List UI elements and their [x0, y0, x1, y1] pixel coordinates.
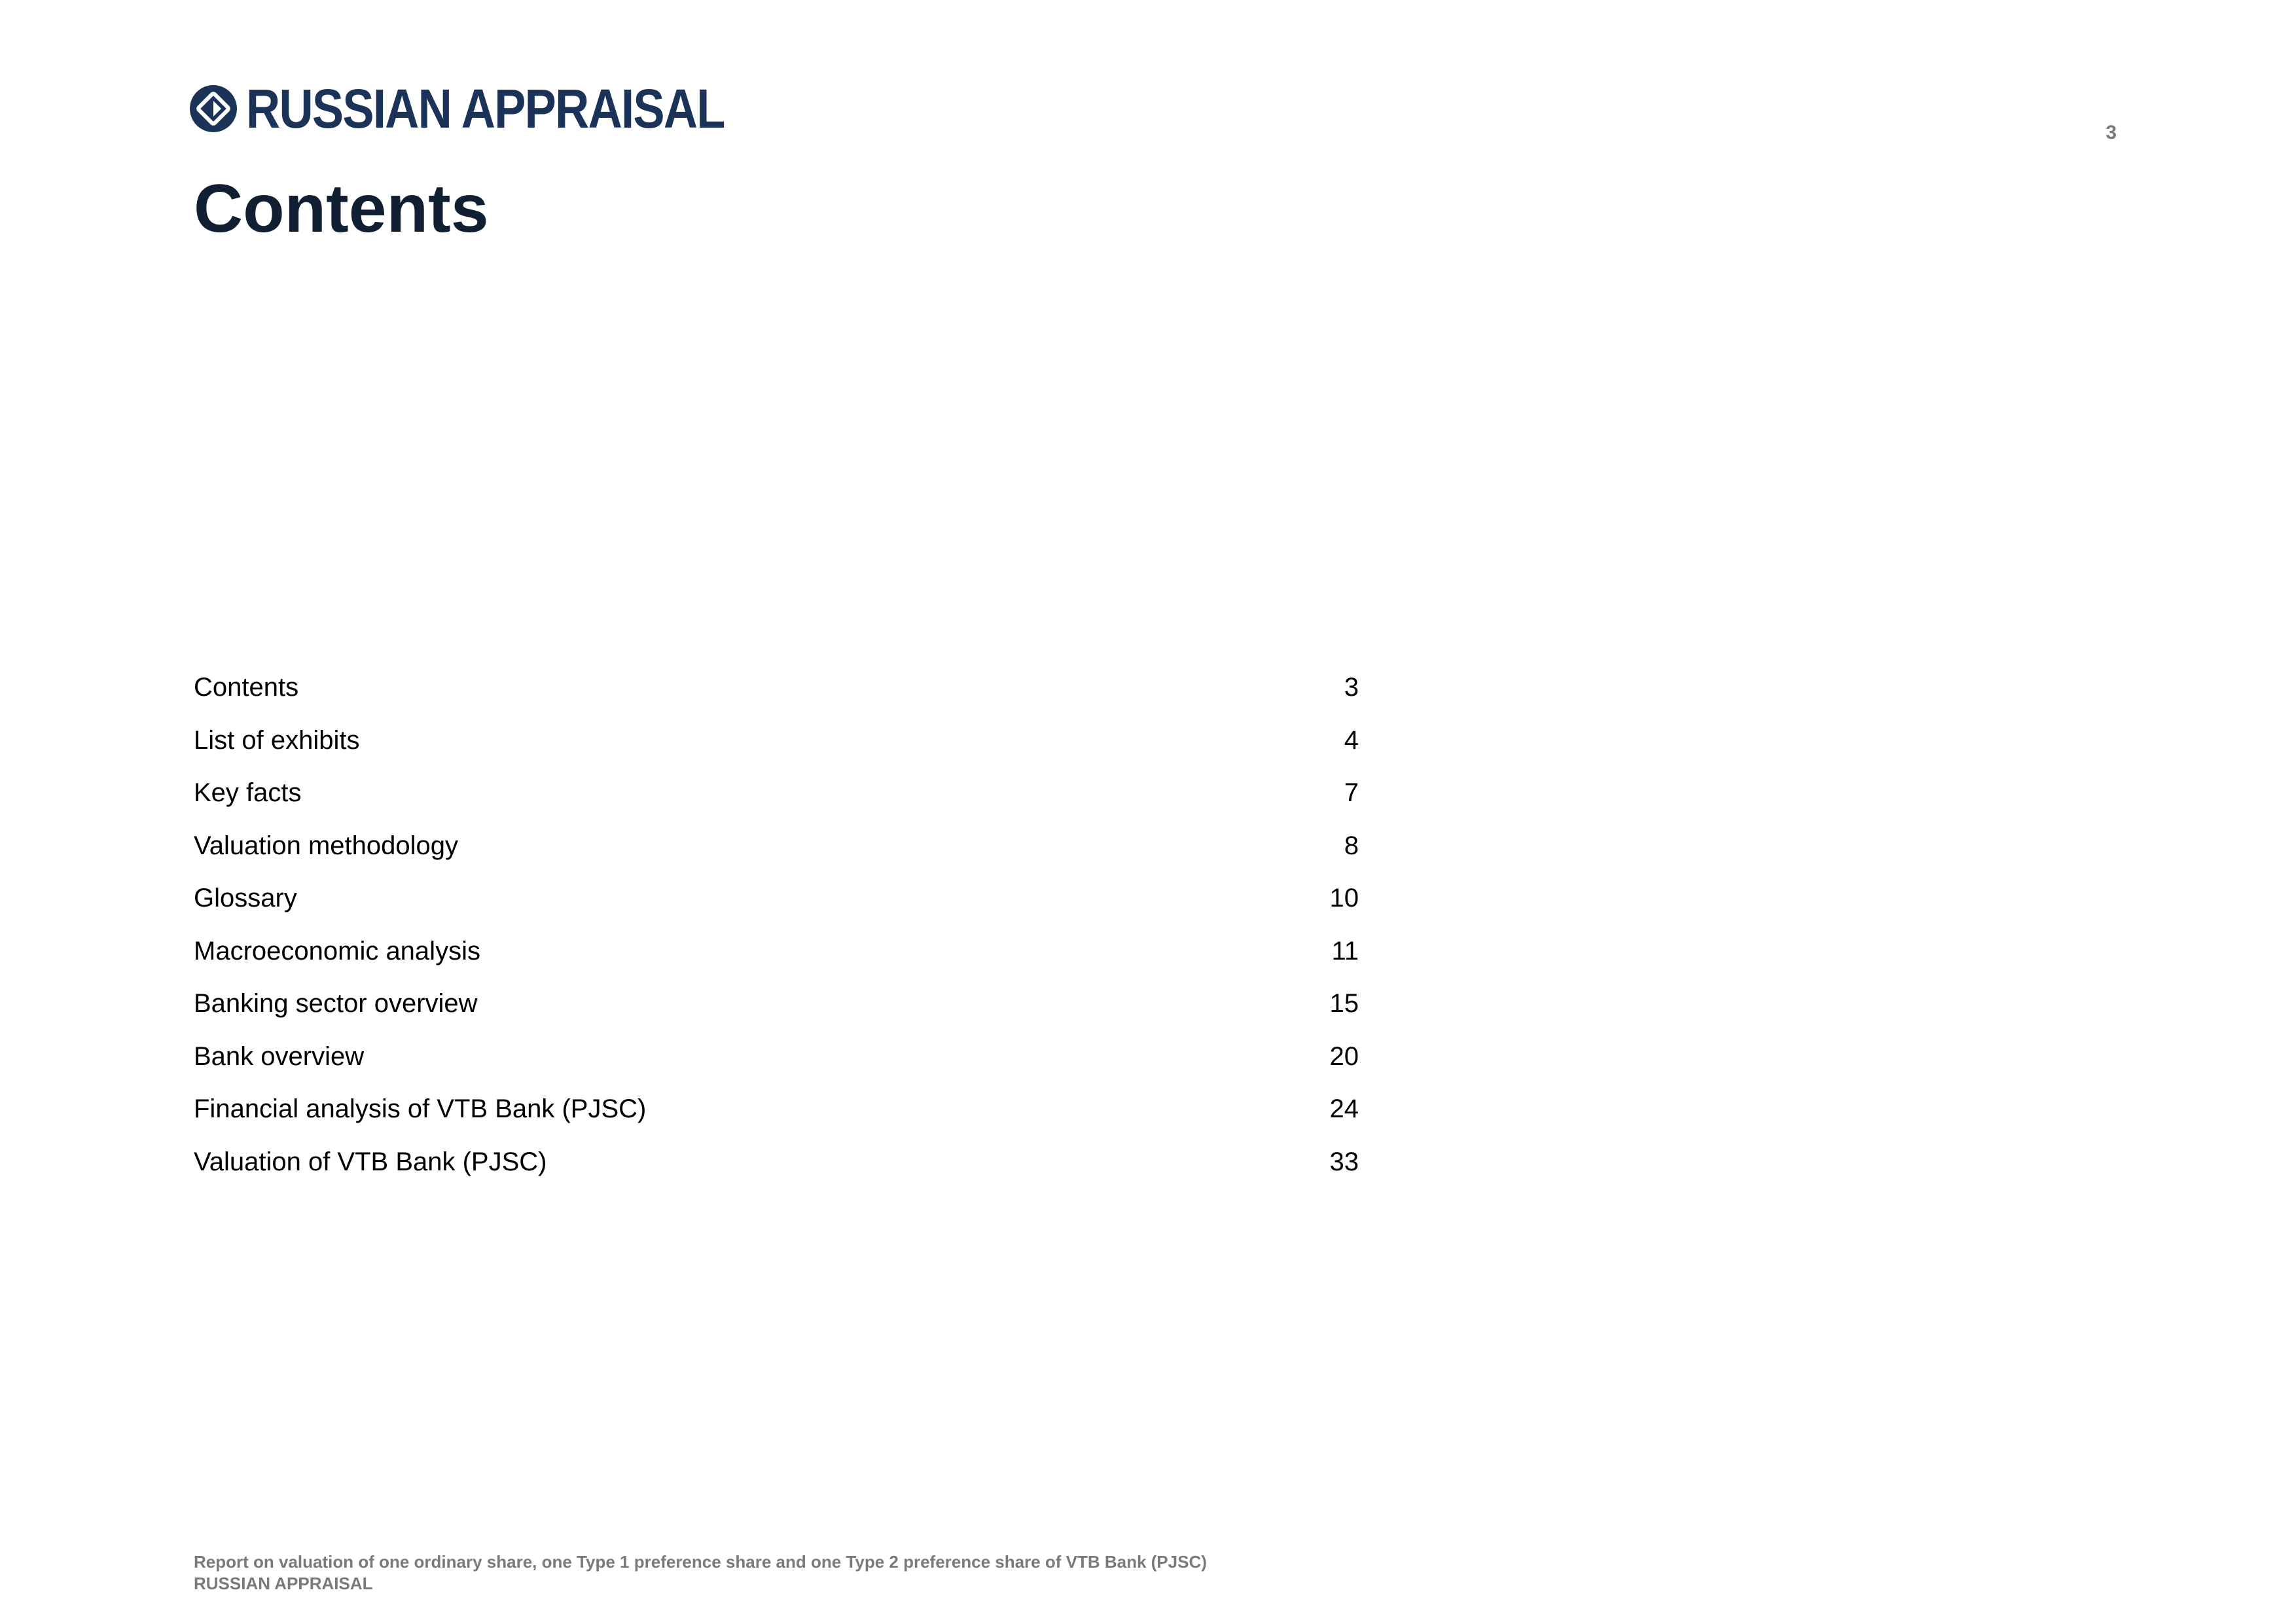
page-title: Contents [194, 171, 489, 247]
table-of-contents [194, 661, 1359, 1188]
toc-entry-valuation-of-vtb-bank[interactable] [194, 1136, 1359, 1189]
footer-report-title: Report on valuation of one ordinary share, one Type 1 preference share and one Type 2 preference share of VTB Bank (PJSC) [194, 1552, 1207, 1572]
logo-text: RUSSIAN APPRAISAL [246, 78, 725, 139]
toc-entry-label: Valuation of VTB Bank (PJSC) [194, 1147, 547, 1176]
toc-entry-financial-analysis[interactable] [194, 1083, 1359, 1136]
toc-entry-page: 20 [1329, 1041, 1359, 1071]
company-logo [190, 78, 802, 139]
toc-entry-label: List of exhibits [194, 725, 360, 755]
toc-entry-page: 24 [1329, 1094, 1359, 1123]
toc-entry-label: Bank overview [194, 1041, 365, 1071]
footer-company-name: RUSSIAN APPRAISAL [194, 1574, 373, 1593]
toc-entry-page: 10 [1329, 884, 1359, 912]
toc-entry-label: Contents [194, 673, 299, 702]
diamond-in-circle-icon [190, 85, 237, 132]
toc-entry-contents[interactable] [194, 661, 1359, 714]
toc-entry-valuation-methodology[interactable] [194, 820, 1359, 873]
toc-entry-page: 11 [1331, 936, 1359, 965]
toc-entry-list-of-exhibits[interactable] [194, 714, 1359, 767]
toc-entry-page: 15 [1329, 989, 1359, 1018]
toc-entry-glossary[interactable] [194, 872, 1359, 925]
toc-entry-page: 8 [1344, 831, 1359, 860]
toc-entry-macroeconomic-analysis[interactable] [194, 925, 1359, 978]
toc-entry-key-facts[interactable] [194, 767, 1359, 820]
toc-entry-page: 7 [1344, 778, 1359, 807]
page-number: 3 [2106, 122, 2117, 143]
toc-entry-label: Financial analysis of VTB Bank (PJSC) [194, 1094, 647, 1123]
toc-entry-bank-overview[interactable] [194, 1030, 1359, 1083]
toc-entry-label: Banking sector overview [194, 989, 478, 1018]
toc-entry-label: Key facts [194, 778, 302, 807]
page-footer [194, 1551, 1207, 1595]
toc-entry-label: Macroeconomic analysis [194, 936, 480, 965]
toc-entry-page: 4 [1344, 725, 1359, 755]
toc-entry-label: Valuation methodology [194, 831, 458, 860]
toc-entry-banking-sector-overview[interactable] [194, 977, 1359, 1030]
toc-entry-page: 3 [1344, 673, 1359, 702]
toc-entry-page: 33 [1329, 1147, 1359, 1176]
toc-entry-label: Glossary [194, 884, 297, 912]
